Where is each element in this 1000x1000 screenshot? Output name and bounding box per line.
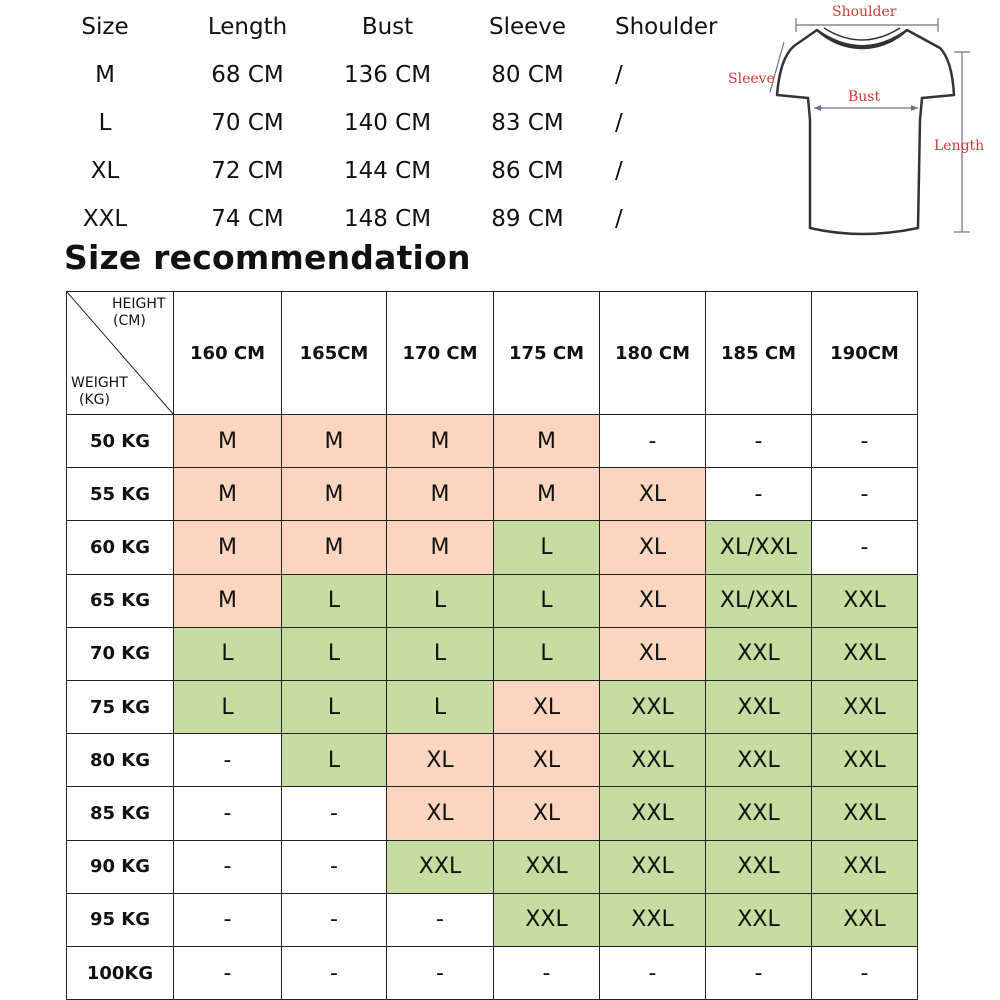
size-chart-column-header: Bust [361,14,414,40]
size-chart-row [40,151,720,191]
size-cell: - [706,415,812,468]
size-cell: XL [600,468,706,521]
size-chart-cell: M [95,62,115,88]
weight-row-header: 50 KG [67,415,174,468]
size-cell: L [387,628,494,681]
size-chart-cell: 83 CM [491,110,564,136]
weight-row-header: 65 KG [67,575,174,628]
size-chart-header [40,7,720,47]
size-cell: M [174,468,282,521]
size-cell: - [282,947,387,1000]
size-cell: - [282,894,387,947]
size-chart-cell: 72 CM [211,158,284,184]
size-cell: - [387,947,494,1000]
size-chart-column-header: Sleeve [488,14,567,40]
size-cell: XL [387,787,494,840]
size-cell: - [282,787,387,840]
size-cell: - [600,415,706,468]
size-chart-row [40,199,720,239]
weight-row-header: 100KG [67,947,174,1000]
size-cell: XXL [812,787,918,840]
size-cell: XL [600,521,706,574]
size-cell: M [387,468,494,521]
size-chart-column-header: Size [81,14,129,40]
size-cell: - [812,468,918,521]
size-chart-cell: / [615,206,623,232]
weight-row-header: 55 KG [67,468,174,521]
height-column-header: 190CM [812,292,918,415]
height-column-header: 185 CM [706,292,812,415]
size-cell: - [174,894,282,947]
height-column-header: 160 CM [174,292,282,415]
size-cell: - [812,415,918,468]
size-cell: XL [600,628,706,681]
size-cell: XXL [706,894,812,947]
size-cell: M [387,521,494,574]
height-column-header: 165CM [282,292,387,415]
size-cell: XXL [812,894,918,947]
sleeve-label: Sleeve [728,71,775,87]
size-cell: M [282,521,387,574]
size-cell: - [174,947,282,1000]
corner-height-label: HEIGHT [112,296,166,312]
table-corner-header [67,292,174,415]
weight-row-header: 70 KG [67,628,174,681]
size-cell: XXL [600,681,706,734]
size-cell: L [282,734,387,787]
shoulder-label: Shoulder [832,4,897,20]
corner-weight-label: WEIGHT [71,375,128,391]
size-chart-column-header: Length [207,14,288,40]
size-cell: L [282,628,387,681]
size-chart-cell: 144 CM [343,158,432,184]
size-cell: M [494,468,600,521]
size-cell: L [174,681,282,734]
size-cell: XXL [706,681,812,734]
size-chart-cell: 136 CM [343,62,432,88]
size-chart-cell: 86 CM [491,158,564,184]
size-cell: - [282,841,387,894]
size-cell: - [706,468,812,521]
size-cell: XL [494,681,600,734]
size-cell: L [282,575,387,628]
size-cell: XXL [812,681,918,734]
size-cell: XXL [706,787,812,840]
size-chart-row [40,103,720,143]
size-cell: M [494,415,600,468]
size-cell: L [494,628,600,681]
size-chart-cell: 70 CM [211,110,284,136]
size-cell: XXL [600,787,706,840]
size-cell: - [174,734,282,787]
size-cell: - [387,894,494,947]
size-chart-cell: / [615,158,623,184]
size-chart-cell: 148 CM [343,206,432,232]
size-cell: - [812,947,918,1000]
size-cell: L [387,575,494,628]
size-cell: M [282,468,387,521]
size-cell: XL [387,734,494,787]
size-cell: M [174,415,282,468]
size-cell: XL/XXL [706,521,812,574]
size-cell: M [387,415,494,468]
size-chart-cell: 140 CM [343,110,432,136]
tshirt-outline-icon [722,0,1000,245]
size-cell: XXL [812,734,918,787]
size-cell: XXL [600,734,706,787]
size-cell: M [174,575,282,628]
size-cell: L [494,521,600,574]
size-cell: M [282,415,387,468]
size-cell: XXL [600,894,706,947]
size-chart-cell: 89 CM [491,206,564,232]
size-chart-column-header: Shoulder [615,14,718,40]
size-cell: XXL [812,841,918,894]
size-cell: XL [494,734,600,787]
size-cell: XXL [387,841,494,894]
size-cell: XXL [706,841,812,894]
height-column-header: 175 CM [494,292,600,415]
size-cell: L [174,628,282,681]
size-chart [40,0,720,240]
size-chart-cell: XL [90,158,120,184]
size-cell: XXL [812,575,918,628]
size-cell: L [387,681,494,734]
size-cell: - [174,841,282,894]
size-cell: L [282,681,387,734]
weight-row-header: 85 KG [67,787,174,840]
length-label: Length [934,138,985,154]
size-cell: XL/XXL [706,575,812,628]
recommendation-title: Size recommendation [64,238,471,277]
tshirt-diagram [722,0,1000,245]
weight-row-header: 75 KG [67,681,174,734]
size-cell: XXL [494,841,600,894]
size-cell: XXL [812,628,918,681]
size-chart-cell: / [615,62,623,88]
size-cell: XXL [706,628,812,681]
size-cell: M [174,521,282,574]
height-column-header: 180 CM [600,292,706,415]
size-chart-cell: 80 CM [491,62,564,88]
size-cell: - [706,947,812,1000]
size-cell: - [812,521,918,574]
size-cell: - [494,947,600,1000]
size-cell: - [600,947,706,1000]
size-chart-cell: / [615,110,623,136]
size-cell: XXL [706,734,812,787]
size-cell: - [174,787,282,840]
weight-row-header: 95 KG [67,894,174,947]
weight-row-header: 90 KG [67,841,174,894]
corner-weight-unit: (KG) [79,392,110,408]
height-column-header: 170 CM [387,292,494,415]
size-recommendation-table [66,291,918,1000]
size-cell: L [494,575,600,628]
weight-row-header: 80 KG [67,734,174,787]
weight-row-header: 60 KG [67,521,174,574]
size-cell: XL [494,787,600,840]
bust-label: Bust [848,89,881,105]
size-chart-cell: 74 CM [211,206,284,232]
size-cell: XL [600,575,706,628]
size-chart-row [40,55,720,95]
size-chart-cell: 68 CM [211,62,284,88]
size-chart-cell: L [98,110,112,136]
size-chart-cell: XXL [82,206,128,232]
size-cell: XXL [494,894,600,947]
corner-height-unit: (CM) [113,313,146,329]
size-cell: XXL [600,841,706,894]
